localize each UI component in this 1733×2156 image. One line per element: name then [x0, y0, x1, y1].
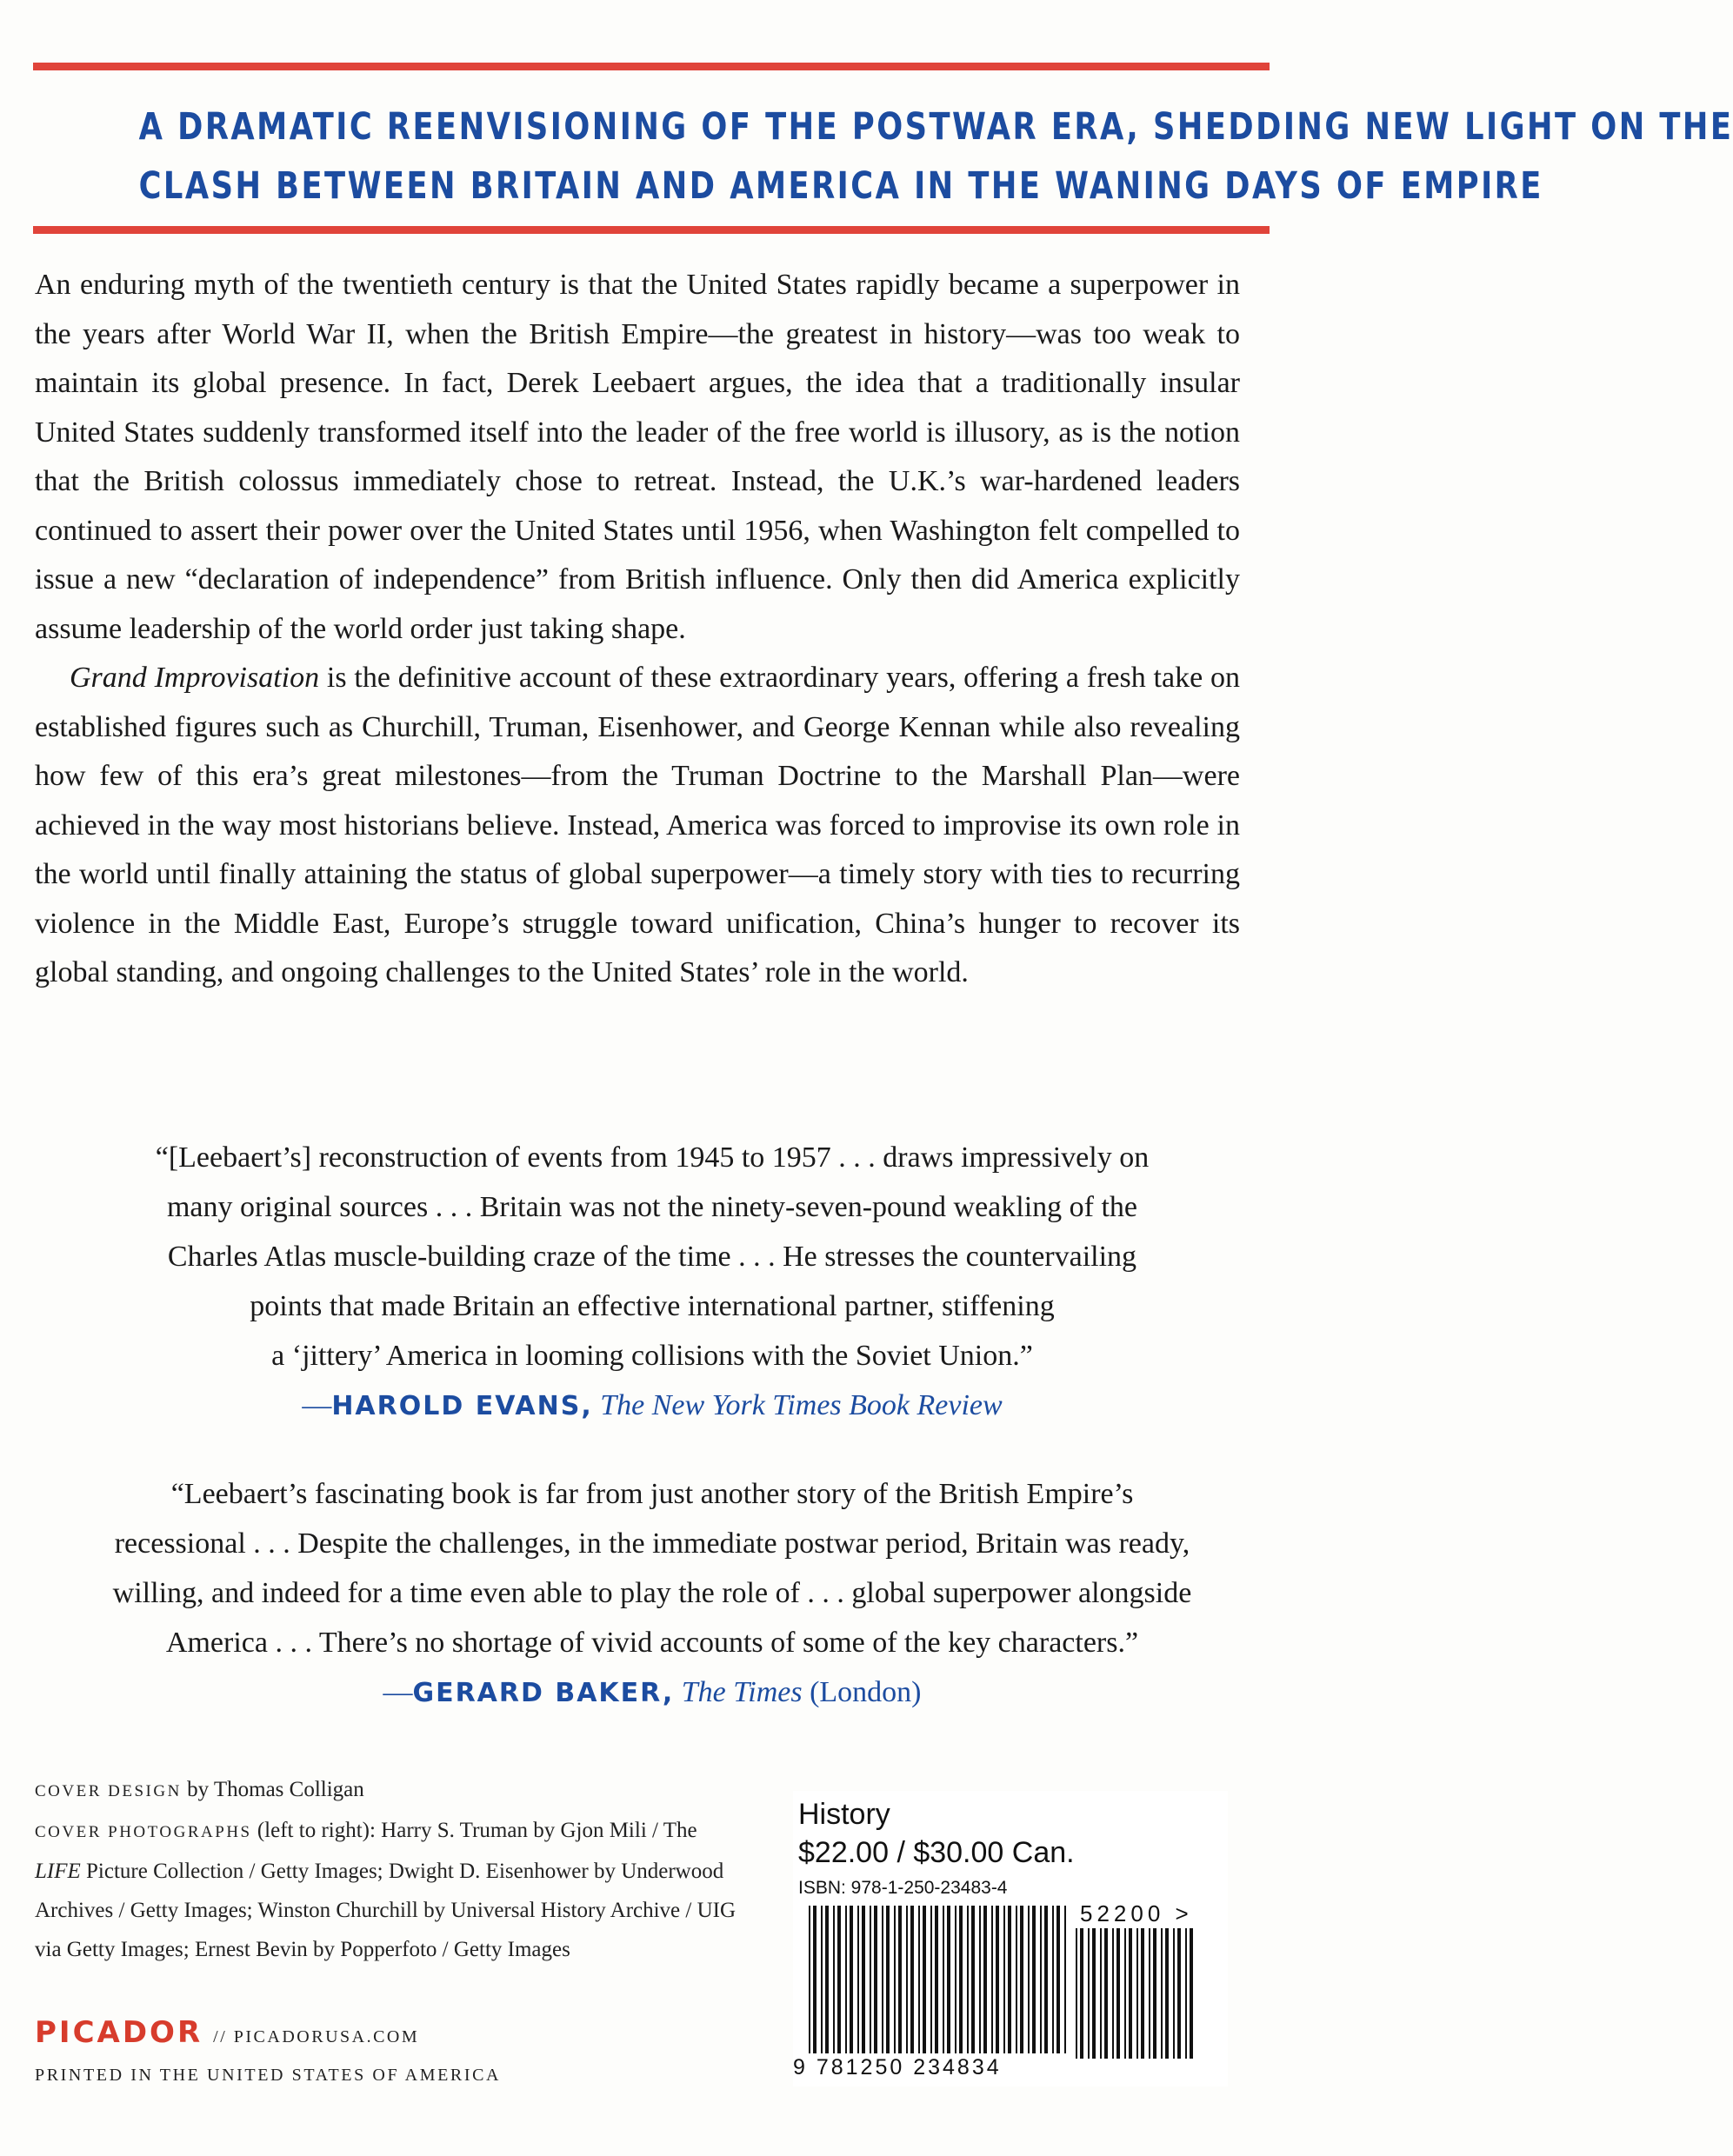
barcode-bar — [1016, 1906, 1017, 2053]
barcode-bar — [898, 1906, 902, 2053]
quote-line: many original sources . . . Britain was not the ninety-seven-pound weakling of the — [166, 1191, 1138, 1223]
barcode-bar — [857, 1906, 859, 2053]
barcode-bar — [1124, 1928, 1126, 2059]
isbn-label: ISBN: 978-1-250-23483-4 — [798, 1878, 1008, 1898]
headline-line-1: A DRAMATIC REENVISIONING OF THE POSTWAR ERA, SHEDDING NEW LIGHT ON THE — [138, 105, 1733, 149]
barcode-bar — [870, 1906, 871, 2053]
barcode-bar — [1044, 1906, 1048, 2053]
book-title: Grand Improvisation — [70, 662, 320, 694]
barcode-bar — [1056, 1906, 1060, 2053]
ean-digits: 9 781250 234834 — [793, 2055, 1002, 2079]
barcode-bar — [809, 1906, 810, 2053]
cover-photographs-credit — [35, 1811, 748, 1969]
quote-line: “[Leebaert’s] reconstruction of events from 1945 to 1957 . . . draws impressively on — [155, 1141, 1150, 1174]
barcode-bar — [833, 1906, 835, 2053]
barcode-bar — [1028, 1906, 1030, 2053]
barcode-bar — [991, 1906, 993, 2053]
quote-line: willing, and indeed for a time even able to play the role of . . . global superpower alongside — [112, 1577, 1192, 1609]
description-paragraph-2-text: is the definitive account of these extraordinary years, offering a fresh take on established figures such as Churchill, Truman, Eisenhower, and George Kennan while also revealing how few of this era’s great milestones—from the Truman Doctrine to the Marshall Plan—were achieved in the way most historians believe. Instead, America was forced to improvise its own role in the world until finally attaining the status of global superpower—a timely story with ties to recurring violence in the Middle East, Europe’s struggle toward unification, China’s hunger to recover its global standing, and ongoing challenges to the United States’ role in the world. — [35, 662, 1240, 988]
barcode-bar — [837, 1906, 841, 2053]
barcode-bar — [1153, 1928, 1156, 2059]
barcode-bar — [947, 1906, 950, 2053]
publication-name: The Times — [681, 1676, 803, 1708]
review-quote-2 — [35, 1469, 1270, 1718]
barcode-bar — [1116, 1928, 1120, 2059]
cover-design-credit — [35, 1770, 748, 1811]
barcode-bar — [1052, 1906, 1054, 2053]
barcode-bar — [983, 1906, 987, 2053]
barcode-bar — [1008, 1906, 1011, 2053]
addon-barcode — [1076, 1928, 1193, 2059]
barcode-bar — [813, 1906, 817, 2053]
barcode-bar — [1003, 1906, 1005, 2053]
barcode-bar — [874, 1906, 877, 2053]
barcode-bar — [850, 1906, 853, 2053]
attribution-dash: — — [302, 1389, 332, 1421]
barcode-bar — [1185, 1928, 1187, 2059]
barcode-bar — [1080, 1928, 1083, 2059]
cover-photographs-label: COVER PHOTOGRAPHS — [35, 1823, 252, 1841]
barcode-bar — [935, 1906, 938, 2053]
quote-attribution — [35, 1381, 1270, 1431]
barcode-bar — [979, 1906, 981, 2053]
price-barcode-box — [793, 1791, 1228, 2086]
barcode-bar — [943, 1906, 944, 2053]
barcode-bar — [1100, 1928, 1102, 2059]
barcode-bar — [1136, 1928, 1138, 2059]
barcode-bar — [862, 1906, 865, 2053]
barcode-bar — [1092, 1928, 1096, 2059]
cover-design-name: by Thomas Colligan — [181, 1778, 364, 1801]
headline-line-2: CLASH BETWEEN BRITAIN AND AMERICA IN THE WANING DAYS OF EMPIRE — [138, 164, 1543, 208]
barcode-bar — [882, 1906, 883, 2053]
printed-in-line: PRINTED IN THE UNITED STATES OF AMERICA — [35, 2066, 502, 2085]
barcode-bar — [955, 1906, 956, 2053]
barcode-bar — [1129, 1928, 1132, 2059]
top-red-rule — [33, 63, 1270, 70]
photographs-text-b: Picture Collection / Getty Images; Dwight D. Eisenhower by Underwood Archives / Getty Images; Winston Churchill by Universal History Archive / UIG via Getty Images; Ernest Bevin by Popperfoto / Getty Images — [35, 1860, 737, 1961]
barcode-bar — [996, 1906, 999, 2053]
barcode-bar — [1104, 1928, 1108, 2059]
barcode-bar — [1020, 1906, 1023, 2053]
barcode-bar — [1141, 1928, 1144, 2059]
barcode-bar — [1088, 1928, 1090, 2059]
quote-line: recessional . . . Despite the challenges, in the immediate postwar period, Britain was ready, — [114, 1527, 1190, 1560]
addon-number: 52200 > — [1080, 1900, 1193, 1926]
cover-design-label: COVER DESIGN — [35, 1782, 182, 1800]
barcode-bar — [906, 1906, 908, 2053]
barcode-bar — [1173, 1928, 1175, 2059]
publication-name: The New York Times Book Review — [600, 1389, 1003, 1421]
quote-line: Charles Atlas muscle-building craze of the time . . . He stresses the countervailing — [167, 1241, 1137, 1273]
imprint — [35, 2015, 419, 2050]
quote-line: a ‘jittery’ America in looming collisions with the Soviet Union.” — [271, 1340, 1033, 1372]
publisher-website: // PICADORUSA.COM — [213, 2027, 420, 2046]
publication-location: (London) — [810, 1676, 922, 1708]
bottom-red-rule — [33, 226, 1270, 234]
barcode-bar — [845, 1906, 847, 2053]
barcode-bar — [923, 1906, 926, 2053]
life-magazine: LIFE — [35, 1860, 81, 1883]
barcode-bar — [1177, 1928, 1181, 2059]
description — [35, 261, 1240, 998]
barcode-bar — [918, 1906, 920, 2053]
quote-attribution — [35, 1667, 1270, 1718]
headline — [138, 97, 1733, 216]
quote-line: “Leebaert’s fascinating book is far from just another story of the British Empire’s — [170, 1478, 1134, 1510]
category-label: History — [798, 1798, 890, 1831]
barcode-bar — [1165, 1928, 1169, 2059]
cover-credits — [35, 1770, 748, 1969]
barcode-bar — [930, 1906, 932, 2053]
photographs-text-a: (left to right): Harry S. Truman by Gjon Mili / The — [251, 1819, 697, 1842]
barcode-bar — [1076, 1928, 1077, 2059]
price-label: $22.00 / $30.00 Can. — [798, 1836, 1075, 1869]
reviewer-name: HAROLD EVANS, — [331, 1391, 593, 1421]
picador-logo: PICADOR — [35, 2015, 203, 2050]
quote-line: points that made Britain an effective international partner, stiffening — [250, 1290, 1055, 1322]
barcode-bar — [959, 1906, 963, 2053]
barcode-bar — [1112, 1928, 1114, 2059]
reviewer-name: GERARD BAKER, — [412, 1678, 675, 1708]
barcode-bar — [1032, 1906, 1036, 2053]
barcode-bar — [1040, 1906, 1042, 2053]
barcode-bar — [821, 1906, 823, 2053]
description-paragraph-1: An enduring myth of the twentieth century is that the United States rapidly became a superpower in the years after World War II, when the British Empire—the greatest in history—was too weak to maintain its global presence. In fact, Derek Leebaert argues, the idea that a traditionally insular United States suddenly transformed itself into the leader of the free world is illusory, as is the notion that the British colossus immediately chose to retreat. Instead, the U.K.’s war-hardened leaders continued to assert their power over the United States until 1956, when Washington felt compelled to issue a new “declaration of independence” from British influence. Only then did America explicitly assume leadership of the world order just taking shape. — [35, 269, 1240, 645]
barcode-bar — [886, 1906, 890, 2053]
description-paragraph-2 — [35, 654, 1240, 998]
barcode-bar — [967, 1906, 969, 2053]
barcode-bar — [825, 1906, 829, 2053]
quote-line: America . . . There’s no shortage of vivid accounts of some of the key characters.” — [165, 1627, 1139, 1659]
review-quote-1 — [35, 1133, 1270, 1431]
attribution-dash: — — [383, 1676, 413, 1708]
barcode-bar — [1190, 1928, 1193, 2059]
barcode-bar — [910, 1906, 914, 2053]
barcode-bar — [1149, 1928, 1150, 2059]
barcode-bar — [894, 1906, 896, 2053]
ean-barcode — [809, 1906, 1070, 2053]
barcode-bar — [971, 1906, 975, 2053]
barcode-bar — [1161, 1928, 1163, 2059]
barcode-bar — [1064, 1906, 1066, 2053]
